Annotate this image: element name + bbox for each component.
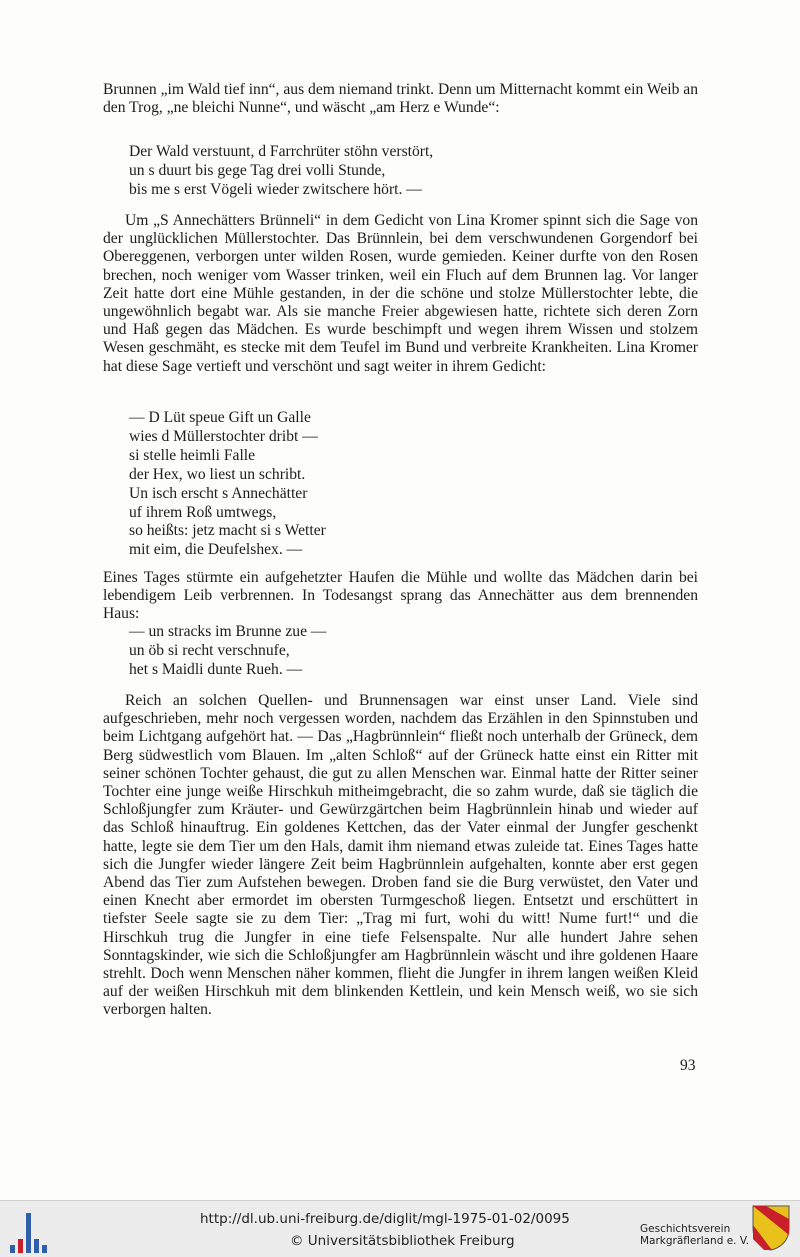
verse-line: der Hex, wo liest un schribt. [129, 465, 306, 483]
publisher-name [640, 1223, 749, 1247]
verse-line: uf ihrem Roß umtwegs, [129, 503, 277, 521]
verse-3 [129, 623, 326, 680]
verse-line: — D Lüt speue Gift un Galle [129, 409, 311, 426]
footer-bar [0, 1200, 800, 1257]
verse-line: mit eim, die Deufelshex. — [129, 541, 303, 559]
verse-1 [129, 143, 433, 200]
verse-line: so heißts: jetz macht si s Wetter [129, 522, 326, 540]
verse-line: Der Wald verstuunt, d Farrchrüter stöhn verstört, [129, 143, 434, 160]
crest-icon [752, 1205, 790, 1251]
paragraph-3: Eines Tages stürmte ein aufgehetzter Haufen die Mühle und wollte das Mädchen darin bei lebendigem Leib verbrennen. In Todesangst sprang das Annechätter aus dem brennenden Haus: [103, 569, 698, 623]
verse-line: wies d Müllerstochter dribt — [129, 427, 318, 445]
verse-line: — un stracks im Brunne zue — [129, 623, 327, 640]
copyright-text: © Universitätsbibliothek Freiburg [290, 1233, 515, 1249]
paragraph-2: Um „S Annechätters Brünneli“ in dem Gedicht von Lina Kromer spinnt sich die Sage von der unglücklichen Müllerstochter. Das Brünnlein, bei dem verschwundenen Gorgendorf bei Obereggenen, verborgen unter wilden Rosen, wurde gemieden. Keiner durfte von den Rosen brechen, noch weniger vom Wasser trinken, weil ein Fluch auf dem Brunnen lag. Vor langer Zeit hatte dort eine Mühle gestanden, in der die schöne und stolze Müllerstochter lebte, die ungewöhnlich begabt war. Als sie manche Freier abgewiesen hatte, richtete sich deren Zorn und Haß gegen das Mädchen. Es wurde beschimpft und wegen ihrem Wissen und stolzem Wesen geschmäht, es stecke mit dem Teufel im Bund und verbreite Krankheiten. Lina Kromer hat diese Sage vertieft und verschönt und sagt weiter in ihrem Gedicht: [103, 212, 698, 375]
paragraph-4: Reich an solchen Quellen- und Brunnensagen war einst unser Land. Viele sind aufgeschrieben, mehr noch vergessen worden, nachdem das Erzählen in den Spinnstuben und beim Lichtgang aufgehört hat. — Das „Hagbrünnlein“ fließt noch unterhalb der Grüneck, dem Berg südwestlich vom Blauen. Im „alten Schloß“ auf der Grüneck hatte einst ein Ritter mit seiner schönen Tochter gehaust, die gut zu allen Menschen war. Einmal hatte der Ritter seiner Tochter eine junge weiße Hirschkuh mitheimgebracht, die so zahm wurde, daß sie täglich die Schloßjungfer zum Kräuter- und Gewürzgärtchen beim Hagbrünnlein hinab und wieder auf das Schloß hinauftrug. Ein goldenes Kettchen, das der Vater einmal der Jungfer geschenkt hatte, legte sie dem Tier um den Hals, damit ihm niemand etwas zuleide tat. Eines Tages hatte sich die Jungfer wieder längere Zeit beim Hagbrünnlein aufgehalten, konnte aber erst gegen Abend das Tier zum Aufstehen bewegen. Droben fand sie die Burg verwüstet, den Vater und einen Knecht aber ermordet im obersten Turmgeschoß liegen. Entsetzt und erschüttert in tiefster Seele sagte sie zu dem Tier: „Trag mi furt, wohi du witt! Nume furt!“ und die Hirschkuh trug die Jungfer in eine tiefe Felsenspalte. Nur alle hundert Jahre sehen Sonntagskinder, wie sich die Schloßjungfer am Hagbrünnlein wäscht und ihre goldenen Haare strehlt. Doch wenn Menschen näher kommen, flieht die Jungfer in ihrem langen weißen Kleid auf der weißen Hirschkuh mit dem blinkenden Kettlein, und kein Mensch weiß, wo sie sich verborgen halten. [103, 692, 698, 1019]
publisher-line-1: Geschichtsverein [640, 1223, 731, 1235]
paragraph-1: Brunnen „im Wald tief inn“, aus dem niemand trinkt. Denn um Mitternacht kommt ein Weib an den Trog, „ne bleichi Nunne“, und wäscht „am Herz e Wunde“: [103, 81, 698, 117]
verse-line: Un isch erscht s Annechätter [129, 484, 308, 502]
verse-2 [129, 409, 326, 560]
verse-line: si stelle heimli Falle [129, 446, 256, 464]
verse-line: un s duurt bis gege Tag drei volli Stunde, [129, 161, 386, 179]
verse-line: het s Maidli dunte Rueh. — [129, 660, 303, 678]
publisher-line-2: Markgräflerland e. V. [640, 1235, 750, 1247]
verse-line: un öb si recht verschnufe, [129, 641, 290, 659]
page-number: 93 [680, 1057, 696, 1074]
source-url-link[interactable]: http://dl.ub.uni-freiburg.de/diglit/mgl-1975-01-02/0095 [200, 1211, 570, 1227]
verse-line: bis me s erst Vögeli wieder zwitschere hört. — [129, 180, 422, 198]
library-logo-icon [10, 1209, 50, 1253]
